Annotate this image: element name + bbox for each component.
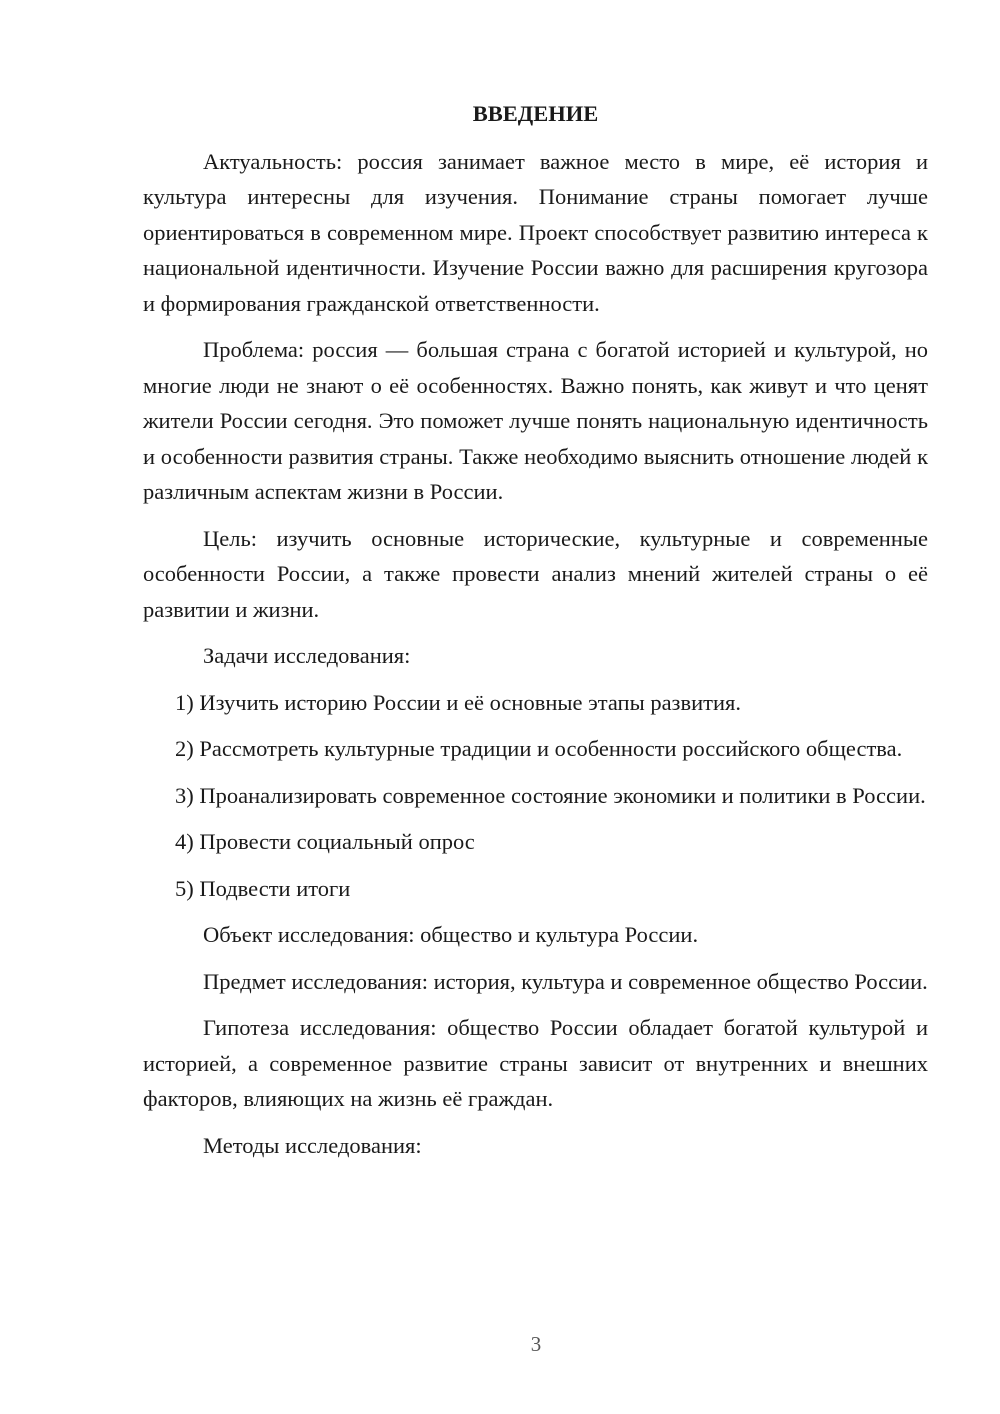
relevance-paragraph: Актуальность: россия занимает важное место в мире, её история и культура интересны для изучения. Понимание страны помогает лучше ориентироваться в современном мире. Проект способствует развитию интереса к национальной идентичности. Изучение России важно для расширения кругозора и формирования гражданской ответственности. [143,148,928,316]
page-content [143,96,928,1174]
task-item-3: 3) Проанализировать современное состояние экономики и политики в России. [175,782,926,808]
problem-paragraph: Проблема: россия — большая страна с богатой историей и культурой, но многие люди не знают о её особенностях. Важно понять, как живут и что ценят жители России сегодня. Это поможет лучше понять национальную идентичность и особенности развития страны. Также необходимо выяснить отношение людей к различным аспектам жизни в России. [143,337,928,504]
subject-paragraph: Предмет исследования: история, культура и современное общество России. [203,968,928,994]
hypothesis-paragraph: Гипотеза исследования: общество России обладает богатой культурой и историей, а современное развитие страны зависит от внутренних и внешних факторов, влияющих на жизнь её граждан. [143,1015,928,1111]
section-title: ВВЕДЕНИЕ [472,101,599,126]
task-item-2: 2) Рассмотреть культурные традиции и особенности российского общества. [175,736,903,761]
tasks-heading: Задачи исследования: [203,643,411,668]
task-item-5: 5) Подвести итоги [175,875,351,901]
object-paragraph: Объект исследования: общество и культура России. [203,922,699,947]
methods-heading: Методы исследования: [203,1132,422,1158]
page-number: 3 [530,1332,542,1356]
task-item-1: 1) Изучить историю России и её основные этапы развития. [175,689,741,715]
task-item-4: 4) Провести социальный опрос [175,829,475,854]
goal-paragraph: Цель: изучить основные исторические, культурные и современные особенности России, а также провести анализ мнений жителей страны о её развитии и жизни. [143,525,928,622]
